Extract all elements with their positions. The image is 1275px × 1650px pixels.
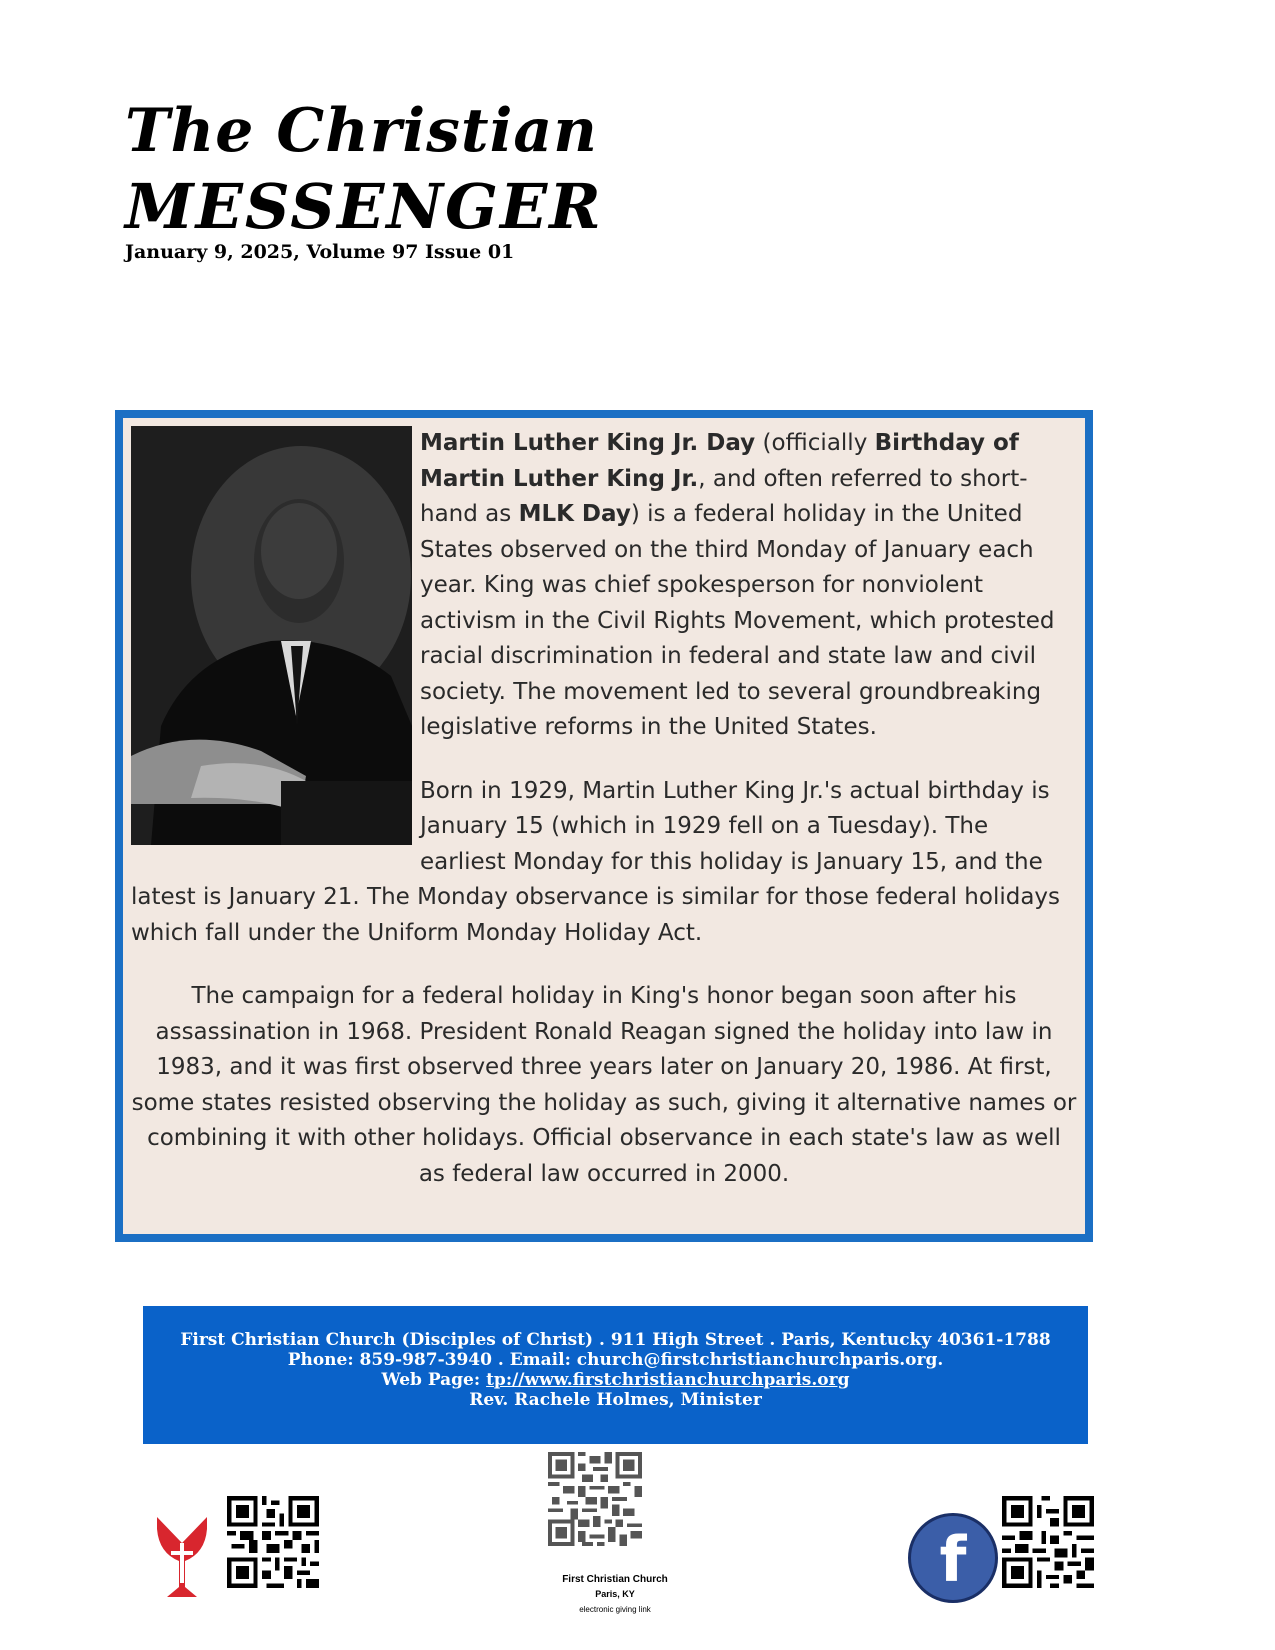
newsletter-title-line1: The Christian	[125, 96, 598, 166]
facebook-qr-code-icon[interactable]	[1002, 1496, 1094, 1588]
issue-date-volume: January 9, 2025, Volume 97 Issue 01	[125, 241, 515, 263]
giving-link-caption	[540, 1572, 690, 1617]
short-name-term: MLK Day	[518, 501, 631, 527]
giving-caption-church: First Christian Church	[562, 1574, 668, 1585]
article-p1-text-c: ) is a federal holiday in the United States observed on the third Monday of January each year. King was chief spokesperson for nonviolent activism in the Civil Rights Movement, which protested racial discrimination in federal and state law and civil society. The movement led to several groundbreaking legislative reforms in the United States.	[420, 501, 1055, 740]
web-page-label: Web Page:	[381, 1370, 487, 1390]
church-phone-email: Phone: 859-987-3940 . Email: church@firstchristianchurchparis.org.	[287, 1350, 944, 1370]
article-p1-text-a: (officially	[755, 430, 875, 456]
disciples-chalice-logo-icon	[155, 1513, 210, 1603]
portrait-photo	[131, 426, 412, 845]
church-website-link[interactable]: tp://www.firstchristianchurchparis.org	[486, 1370, 850, 1390]
newsletter-title-line2: MESSENGER	[125, 170, 603, 243]
masthead	[125, 95, 603, 263]
portrait-silhouette-icon	[131, 426, 412, 845]
giving-caption-location: Paris, KY	[595, 1589, 635, 1599]
mlk-article-box	[115, 410, 1093, 1242]
qr-code-icon[interactable]	[227, 1496, 319, 1588]
church-contact-footer	[143, 1306, 1088, 1444]
official-name-term: Birthday of Martin Luther King Jr.	[420, 430, 1019, 492]
article-p1-text-b: , and often referred to short-hand as	[420, 465, 1028, 527]
minister-name: Rev. Rachele Holmes, Minister	[469, 1390, 762, 1410]
mlk-day-term: Martin Luther King Jr. Day	[420, 430, 756, 456]
giving-qr-code-icon[interactable]	[548, 1452, 642, 1546]
church-web-line	[143, 1370, 1088, 1390]
article-paragraph-3: The campaign for a federal holiday in King's honor began soon after his assassination in 1968. President Ronald Reagan signed the holiday into law in 1983, and it was first observed three years later on January 20, 1986. At first, some states resisted observing the holiday as such, giving it alternative names or combining it with other holidays. Official observance in each state's law as well as federal law occurred in 2000.	[131, 983, 1077, 1187]
facebook-icon[interactable]: f	[908, 1513, 998, 1603]
article-paragraph-2: Born in 1929, Martin Luther King Jr.'s actual birthday is January 15 (which in 1929 fell on a Tuesday). The earliest Monday for this holiday is January 15, and the latest is January 21. The Monday observance is similar for those federal holidays which fall under the Uniform Monday Holiday Act.	[131, 777, 1061, 946]
church-address: First Christian Church (Disciples of Christ) . 911 High Street . Paris, Kentucky 40361-1788	[180, 1330, 1051, 1350]
giving-caption-link: electronic giving link	[579, 1605, 651, 1614]
